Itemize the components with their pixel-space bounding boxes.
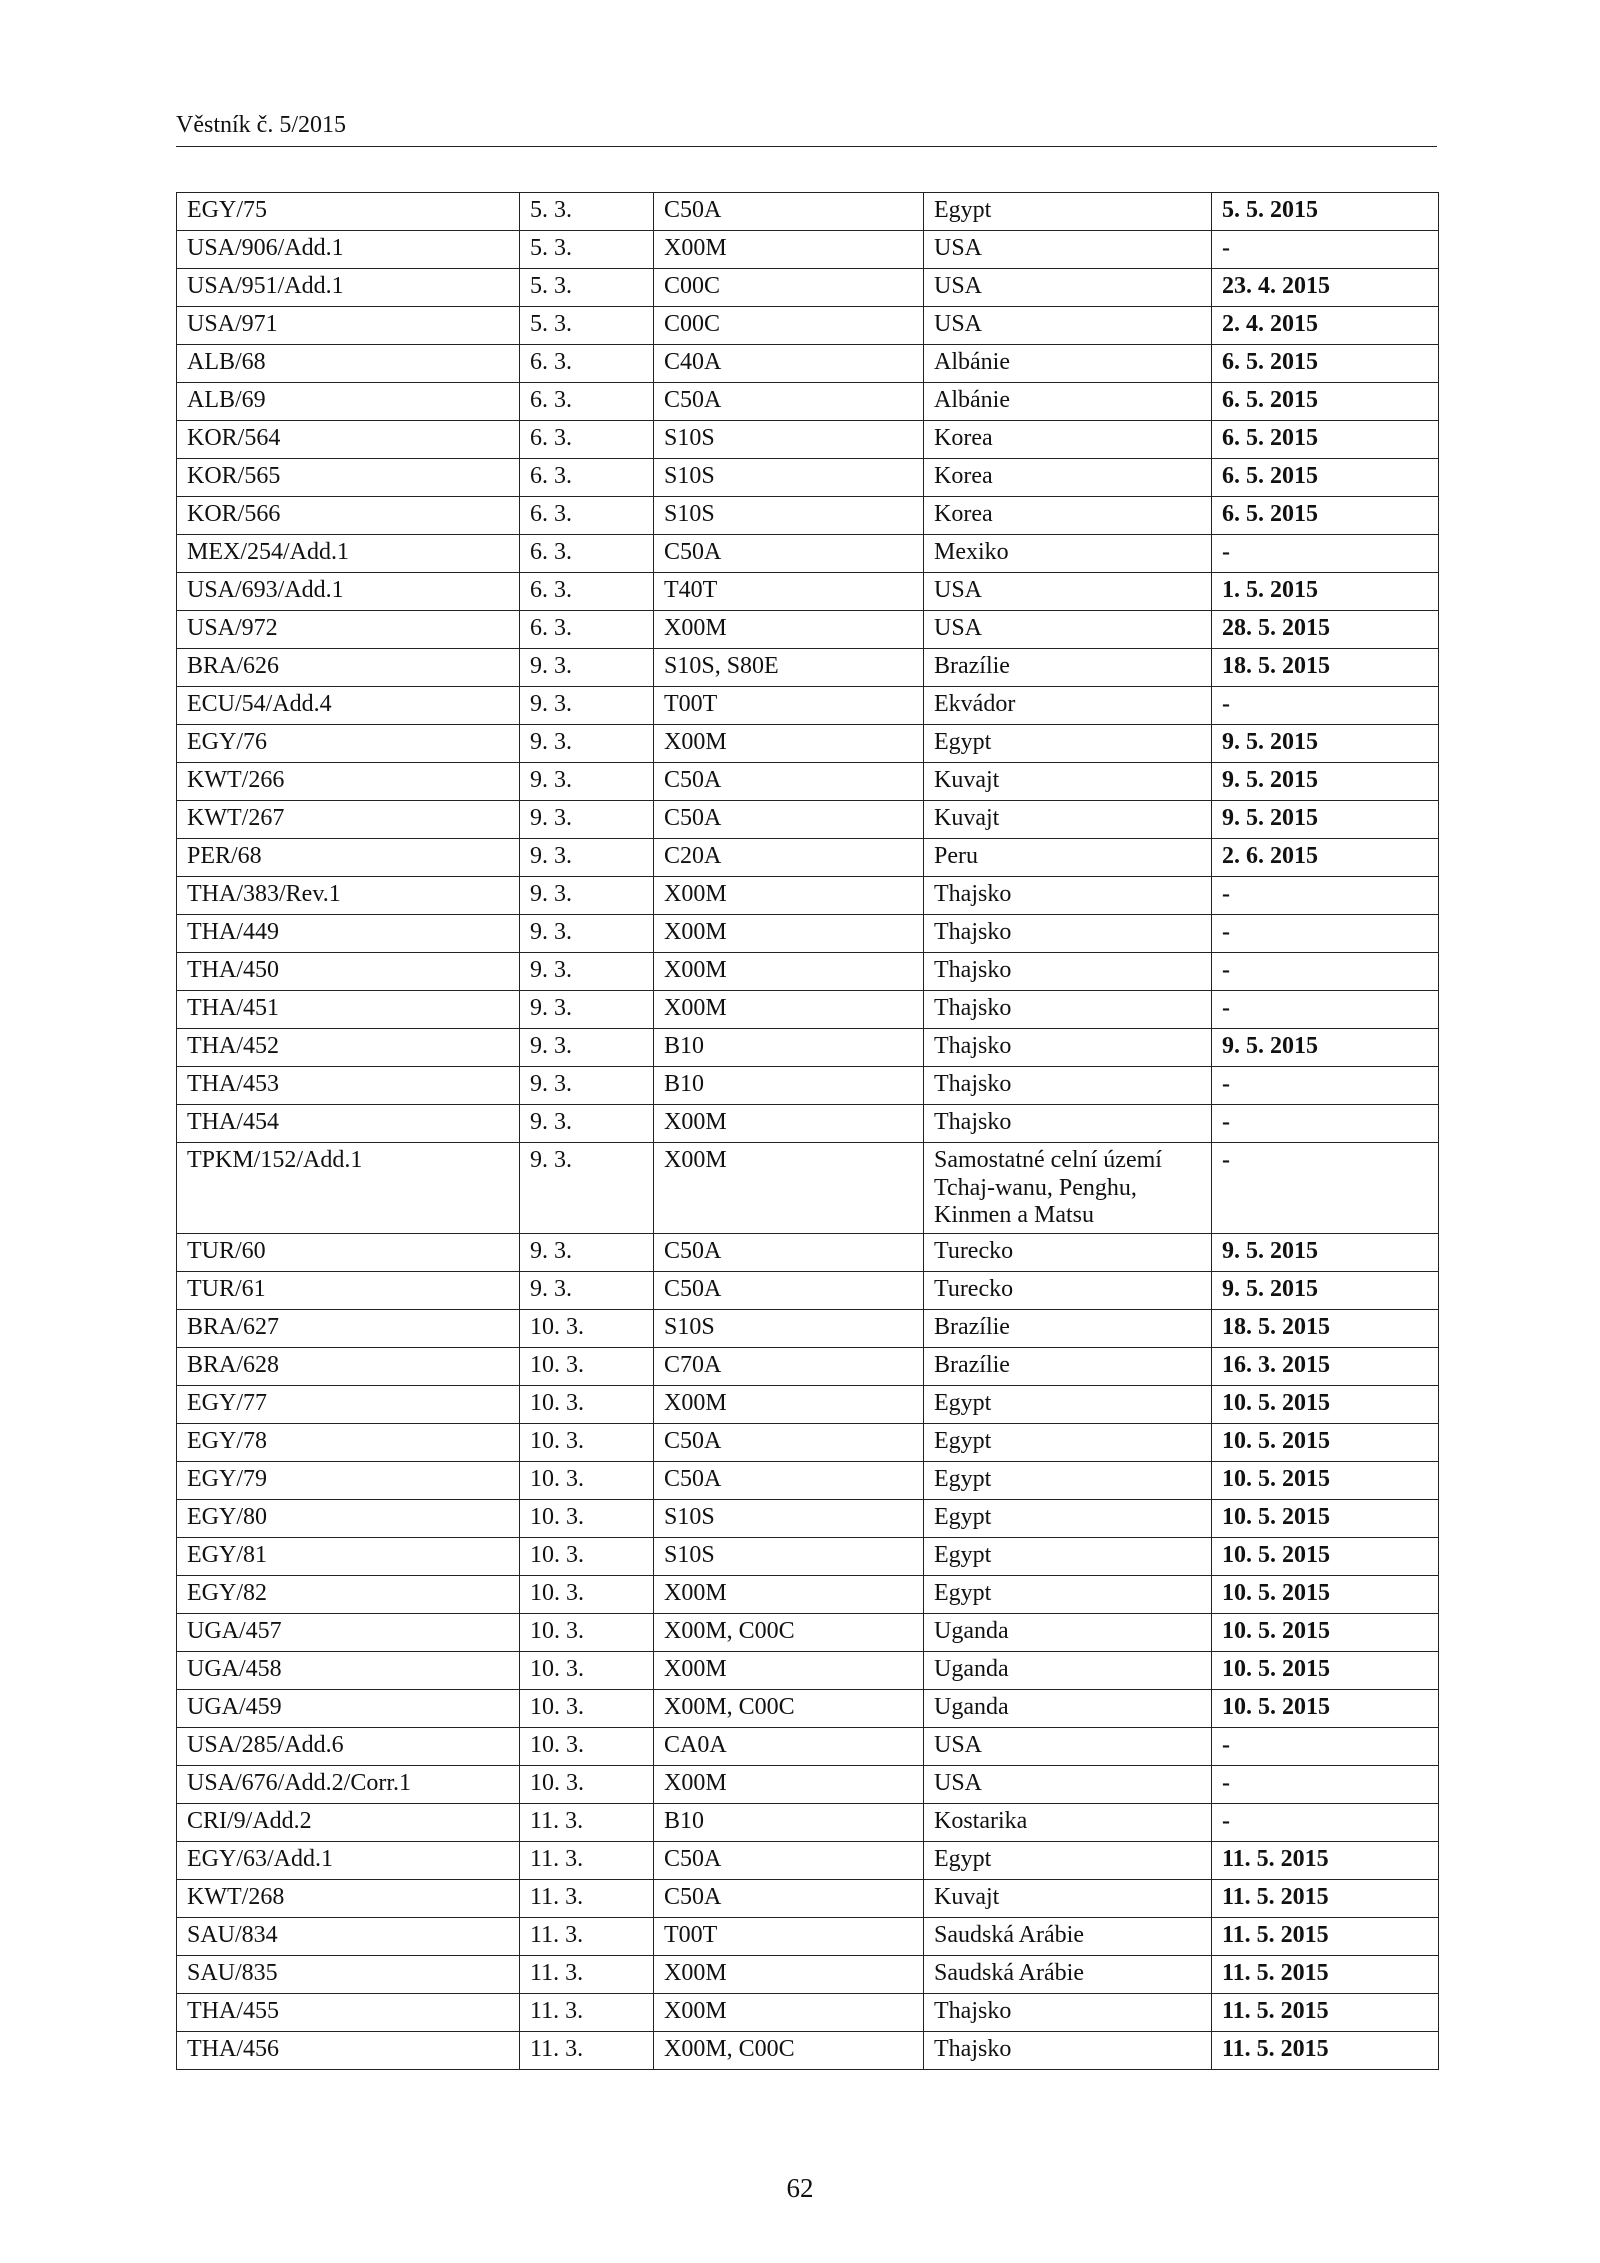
document-code-cell: UGA/457	[177, 1613, 520, 1651]
table-row	[177, 877, 1439, 915]
deadline-cell: 1. 5. 2015	[1212, 573, 1439, 611]
document-code-cell: KOR/565	[177, 459, 520, 497]
deadline-cell: 10. 5. 2015	[1212, 1575, 1439, 1613]
table-row	[177, 1347, 1439, 1385]
country-cell: Kuvajt	[924, 763, 1212, 801]
country-cell: Saudská Arábie	[924, 1917, 1212, 1955]
country-cell: USA	[924, 231, 1212, 269]
document-code-cell: UGA/458	[177, 1651, 520, 1689]
date-cell: 9. 3.	[520, 1143, 654, 1234]
document-code-cell: SAU/835	[177, 1955, 520, 1993]
table-row	[177, 801, 1439, 839]
document-code-cell: EGY/79	[177, 1461, 520, 1499]
table-row	[177, 687, 1439, 725]
date-cell: 9. 3.	[520, 953, 654, 991]
document-code-cell: SAU/834	[177, 1917, 520, 1955]
table-row	[177, 307, 1439, 345]
deadline-cell: -	[1212, 1105, 1439, 1143]
deadline-cell: 9. 5. 2015	[1212, 1029, 1439, 1067]
table-row	[177, 839, 1439, 877]
deadline-cell: 6. 5. 2015	[1212, 497, 1439, 535]
product-code-cell: X00M	[654, 231, 924, 269]
table-row	[177, 345, 1439, 383]
product-code-cell: S10S	[654, 1537, 924, 1575]
header-rule	[176, 146, 1437, 147]
country-cell: USA	[924, 307, 1212, 345]
country-cell: Thajsko	[924, 1105, 1212, 1143]
deadline-cell: -	[1212, 991, 1439, 1029]
country-cell: Uganda	[924, 1613, 1212, 1651]
deadline-cell: 10. 5. 2015	[1212, 1689, 1439, 1727]
table-row	[177, 193, 1439, 231]
date-cell: 9. 3.	[520, 649, 654, 687]
table-row	[177, 953, 1439, 991]
document-code-cell: THA/453	[177, 1067, 520, 1105]
table-row	[177, 1537, 1439, 1575]
product-code-cell: C50A	[654, 193, 924, 231]
document-code-cell: UGA/459	[177, 1689, 520, 1727]
document-code-cell: THA/456	[177, 2031, 520, 2069]
country-cell: Ekvádor	[924, 687, 1212, 725]
product-code-cell: B10	[654, 1029, 924, 1067]
table-row	[177, 1765, 1439, 1803]
date-cell: 9. 3.	[520, 839, 654, 877]
country-cell: Egypt	[924, 1461, 1212, 1499]
date-cell: 9. 3.	[520, 1067, 654, 1105]
date-cell: 9. 3.	[520, 1105, 654, 1143]
product-code-cell: X00M	[654, 1651, 924, 1689]
table-row	[177, 1067, 1439, 1105]
date-cell: 9. 3.	[520, 801, 654, 839]
table-row	[177, 1727, 1439, 1765]
document-code-cell: PER/68	[177, 839, 520, 877]
product-code-cell: X00M	[654, 1105, 924, 1143]
deadline-cell: -	[1212, 1143, 1439, 1234]
date-cell: 10. 3.	[520, 1575, 654, 1613]
deadline-cell: -	[1212, 535, 1439, 573]
table-row	[177, 1499, 1439, 1537]
table-body	[177, 193, 1439, 2070]
document-code-cell: THA/455	[177, 1993, 520, 2031]
table-row	[177, 763, 1439, 801]
table-row	[177, 1613, 1439, 1651]
date-cell: 11. 3.	[520, 1841, 654, 1879]
deadline-cell: 10. 5. 2015	[1212, 1461, 1439, 1499]
table-row	[177, 1575, 1439, 1613]
table-row	[177, 459, 1439, 497]
document-code-cell: USA/906/Add.1	[177, 231, 520, 269]
table-row	[177, 1917, 1439, 1955]
date-cell: 9. 3.	[520, 1029, 654, 1067]
table-row	[177, 1423, 1439, 1461]
country-cell: Thajsko	[924, 1067, 1212, 1105]
country-cell: USA	[924, 611, 1212, 649]
notification-table	[176, 192, 1439, 2070]
product-code-cell: X00M	[654, 877, 924, 915]
date-cell: 10. 3.	[520, 1727, 654, 1765]
product-code-cell: X00M, C00C	[654, 1613, 924, 1651]
product-code-cell: C50A	[654, 383, 924, 421]
product-code-cell: B10	[654, 1067, 924, 1105]
deadline-cell: 10. 5. 2015	[1212, 1385, 1439, 1423]
date-cell: 10. 3.	[520, 1423, 654, 1461]
date-cell: 10. 3.	[520, 1347, 654, 1385]
country-cell: Korea	[924, 421, 1212, 459]
table-row	[177, 1233, 1439, 1271]
date-cell: 10. 3.	[520, 1765, 654, 1803]
product-code-cell: X00M	[654, 991, 924, 1029]
product-code-cell: S10S	[654, 1499, 924, 1537]
document-code-cell: EGY/80	[177, 1499, 520, 1537]
date-cell: 9. 3.	[520, 915, 654, 953]
product-code-cell: X00M	[654, 611, 924, 649]
date-cell: 6. 3.	[520, 611, 654, 649]
product-code-cell: X00M	[654, 1385, 924, 1423]
table-row	[177, 991, 1439, 1029]
deadline-cell: 11. 5. 2015	[1212, 1955, 1439, 1993]
date-cell: 5. 3.	[520, 307, 654, 345]
product-code-cell: X00M	[654, 1143, 924, 1234]
product-code-cell: X00M	[654, 725, 924, 763]
country-cell: Egypt	[924, 725, 1212, 763]
table-row	[177, 383, 1439, 421]
product-code-cell: C50A	[654, 1879, 924, 1917]
date-cell: 11. 3.	[520, 1917, 654, 1955]
date-cell: 6. 3.	[520, 497, 654, 535]
country-cell: Thajsko	[924, 1029, 1212, 1067]
product-code-cell: C50A	[654, 535, 924, 573]
product-code-cell: T00T	[654, 1917, 924, 1955]
country-cell: USA	[924, 1727, 1212, 1765]
country-cell: Egypt	[924, 1575, 1212, 1613]
country-cell: Thajsko	[924, 1993, 1212, 2031]
date-cell: 11. 3.	[520, 1879, 654, 1917]
deadline-cell: 9. 5. 2015	[1212, 725, 1439, 763]
date-cell: 9. 3.	[520, 687, 654, 725]
date-cell: 9. 3.	[520, 725, 654, 763]
deadline-cell: -	[1212, 687, 1439, 725]
date-cell: 6. 3.	[520, 421, 654, 459]
document-code-cell: EGY/82	[177, 1575, 520, 1613]
deadline-cell: 11. 5. 2015	[1212, 1917, 1439, 1955]
document-code-cell: ECU/54/Add.4	[177, 687, 520, 725]
table-row	[177, 497, 1439, 535]
country-cell: Egypt	[924, 1841, 1212, 1879]
deadline-cell: 9. 5. 2015	[1212, 763, 1439, 801]
product-code-cell: C50A	[654, 1233, 924, 1271]
deadline-cell: 6. 5. 2015	[1212, 459, 1439, 497]
table-row	[177, 1841, 1439, 1879]
document-code-cell: ALB/68	[177, 345, 520, 383]
deadline-cell: 11. 5. 2015	[1212, 1841, 1439, 1879]
deadline-cell: 6. 5. 2015	[1212, 345, 1439, 383]
country-cell: USA	[924, 573, 1212, 611]
deadline-cell: 10. 5. 2015	[1212, 1499, 1439, 1537]
country-cell: Thajsko	[924, 915, 1212, 953]
table-row	[177, 1955, 1439, 1993]
product-code-cell: X00M	[654, 953, 924, 991]
country-cell: Turecko	[924, 1271, 1212, 1309]
document-code-cell: USA/951/Add.1	[177, 269, 520, 307]
deadline-cell: 10. 5. 2015	[1212, 1537, 1439, 1575]
document-code-cell: TUR/60	[177, 1233, 520, 1271]
product-code-cell: C50A	[654, 1271, 924, 1309]
product-code-cell: C50A	[654, 801, 924, 839]
date-cell: 11. 3.	[520, 1993, 654, 2031]
table-row	[177, 1143, 1439, 1234]
deadline-cell: -	[1212, 915, 1439, 953]
document-code-cell: TUR/61	[177, 1271, 520, 1309]
document-code-cell: BRA/626	[177, 649, 520, 687]
document-code-cell: KOR/564	[177, 421, 520, 459]
country-cell: Turecko	[924, 1233, 1212, 1271]
table-row	[177, 1309, 1439, 1347]
document-code-cell: USA/693/Add.1	[177, 573, 520, 611]
date-cell: 6. 3.	[520, 383, 654, 421]
product-code-cell: T40T	[654, 573, 924, 611]
country-cell: USA	[924, 1765, 1212, 1803]
product-code-cell: X00M	[654, 1993, 924, 2031]
deadline-cell: 18. 5. 2015	[1212, 1309, 1439, 1347]
product-code-cell: C70A	[654, 1347, 924, 1385]
product-code-cell: S10S	[654, 421, 924, 459]
table-row	[177, 1105, 1439, 1143]
date-cell: 10. 3.	[520, 1613, 654, 1651]
product-code-cell: S10S	[654, 1309, 924, 1347]
country-cell: Kuvajt	[924, 801, 1212, 839]
document-code-cell: USA/972	[177, 611, 520, 649]
deadline-cell: 11. 5. 2015	[1212, 1993, 1439, 2031]
deadline-cell: 6. 5. 2015	[1212, 421, 1439, 459]
date-cell: 10. 3.	[520, 1651, 654, 1689]
document-code-cell: USA/676/Add.2/Corr.1	[177, 1765, 520, 1803]
deadline-cell: 18. 5. 2015	[1212, 649, 1439, 687]
product-code-cell: C50A	[654, 763, 924, 801]
document-code-cell: USA/285/Add.6	[177, 1727, 520, 1765]
country-cell: Uganda	[924, 1689, 1212, 1727]
table-row	[177, 231, 1439, 269]
document-code-cell: BRA/628	[177, 1347, 520, 1385]
document-code-cell: THA/383/Rev.1	[177, 877, 520, 915]
date-cell: 6. 3.	[520, 345, 654, 383]
document-code-cell: CRI/9/Add.2	[177, 1803, 520, 1841]
product-code-cell: X00M, C00C	[654, 2031, 924, 2069]
deadline-cell: 10. 5. 2015	[1212, 1613, 1439, 1651]
country-cell: Albánie	[924, 345, 1212, 383]
document-code-cell: THA/449	[177, 915, 520, 953]
table-row	[177, 269, 1439, 307]
deadline-cell: -	[1212, 1765, 1439, 1803]
date-cell: 9. 3.	[520, 991, 654, 1029]
product-code-cell: B10	[654, 1803, 924, 1841]
date-cell: 5. 3.	[520, 269, 654, 307]
country-cell: Thajsko	[924, 2031, 1212, 2069]
deadline-cell: -	[1212, 877, 1439, 915]
deadline-cell: 23. 4. 2015	[1212, 269, 1439, 307]
country-cell: Albánie	[924, 383, 1212, 421]
date-cell: 5. 3.	[520, 193, 654, 231]
country-cell: Egypt	[924, 193, 1212, 231]
table-row	[177, 1803, 1439, 1841]
country-cell: Egypt	[924, 1385, 1212, 1423]
product-code-cell: X00M	[654, 1575, 924, 1613]
deadline-cell: 11. 5. 2015	[1212, 1879, 1439, 1917]
product-code-cell: X00M	[654, 1765, 924, 1803]
date-cell: 5. 3.	[520, 231, 654, 269]
deadline-cell: 16. 3. 2015	[1212, 1347, 1439, 1385]
document-code-cell: THA/451	[177, 991, 520, 1029]
deadline-cell: 28. 5. 2015	[1212, 611, 1439, 649]
document-code-cell: ALB/69	[177, 383, 520, 421]
table-row	[177, 1385, 1439, 1423]
deadline-cell: 9. 5. 2015	[1212, 801, 1439, 839]
document-code-cell: EGY/75	[177, 193, 520, 231]
deadline-cell: -	[1212, 1067, 1439, 1105]
deadline-cell: -	[1212, 953, 1439, 991]
product-code-cell: X00M, C00C	[654, 1689, 924, 1727]
country-cell: Egypt	[924, 1537, 1212, 1575]
table-row	[177, 1651, 1439, 1689]
document-code-cell: KWT/267	[177, 801, 520, 839]
document-code-cell: TPKM/152/Add.1	[177, 1143, 520, 1234]
deadline-cell: 11. 5. 2015	[1212, 2031, 1439, 2069]
table-row	[177, 421, 1439, 459]
date-cell: 10. 3.	[520, 1499, 654, 1537]
country-cell: Kostarika	[924, 1803, 1212, 1841]
date-cell: 11. 3.	[520, 1955, 654, 1993]
date-cell: 6. 3.	[520, 459, 654, 497]
date-cell: 10. 3.	[520, 1537, 654, 1575]
deadline-cell: 2. 4. 2015	[1212, 307, 1439, 345]
country-cell: Mexiko	[924, 535, 1212, 573]
table-row	[177, 1029, 1439, 1067]
deadline-cell: 9. 5. 2015	[1212, 1271, 1439, 1309]
country-cell: Egypt	[924, 1423, 1212, 1461]
product-code-cell: X00M	[654, 915, 924, 953]
country-cell: Brazílie	[924, 649, 1212, 687]
table-row	[177, 1993, 1439, 2031]
date-cell: 10. 3.	[520, 1689, 654, 1727]
product-code-cell: C50A	[654, 1423, 924, 1461]
table-row	[177, 2031, 1439, 2069]
deadline-cell: 2. 6. 2015	[1212, 839, 1439, 877]
country-cell: Korea	[924, 459, 1212, 497]
date-cell: 9. 3.	[520, 763, 654, 801]
product-code-cell: C00C	[654, 307, 924, 345]
table-row	[177, 535, 1439, 573]
deadline-cell: 10. 5. 2015	[1212, 1423, 1439, 1461]
document-code-cell: KWT/266	[177, 763, 520, 801]
document-code-cell: MEX/254/Add.1	[177, 535, 520, 573]
table-row	[177, 1461, 1439, 1499]
date-cell: 11. 3.	[520, 2031, 654, 2069]
date-cell: 9. 3.	[520, 877, 654, 915]
product-code-cell: C50A	[654, 1461, 924, 1499]
document-code-cell: BRA/627	[177, 1309, 520, 1347]
document-code-cell: THA/454	[177, 1105, 520, 1143]
table-row	[177, 1689, 1439, 1727]
product-code-cell: S10S	[654, 459, 924, 497]
document-code-cell: KOR/566	[177, 497, 520, 535]
document-code-cell: EGY/78	[177, 1423, 520, 1461]
product-code-cell: CA0A	[654, 1727, 924, 1765]
date-cell: 11. 3.	[520, 1803, 654, 1841]
document-code-cell: EGY/77	[177, 1385, 520, 1423]
document-code-cell: EGY/63/Add.1	[177, 1841, 520, 1879]
product-code-cell: C20A	[654, 839, 924, 877]
deadline-cell: -	[1212, 231, 1439, 269]
date-cell: 9. 3.	[520, 1271, 654, 1309]
country-cell: Peru	[924, 839, 1212, 877]
page-number: 62	[786, 2173, 814, 2203]
date-cell: 10. 3.	[520, 1309, 654, 1347]
country-cell: Korea	[924, 497, 1212, 535]
product-code-cell: S10S	[654, 497, 924, 535]
document-code-cell: THA/450	[177, 953, 520, 991]
product-code-cell: T00T	[654, 687, 924, 725]
document-code-cell: EGY/81	[177, 1537, 520, 1575]
table-row	[177, 1271, 1439, 1309]
product-code-cell: C40A	[654, 345, 924, 383]
document-code-cell: THA/452	[177, 1029, 520, 1067]
country-cell: Samostatné celní území Tchaj-wanu, Penghu, Kinmen a Matsu	[924, 1143, 1212, 1234]
country-cell: Egypt	[924, 1499, 1212, 1537]
deadline-cell: -	[1212, 1727, 1439, 1765]
deadline-cell: 6. 5. 2015	[1212, 383, 1439, 421]
table-row	[177, 725, 1439, 763]
table-row	[177, 649, 1439, 687]
country-cell: Uganda	[924, 1651, 1212, 1689]
table-row	[177, 611, 1439, 649]
document-code-cell: KWT/268	[177, 1879, 520, 1917]
table-row	[177, 573, 1439, 611]
document-code-cell: EGY/76	[177, 725, 520, 763]
date-cell: 9. 3.	[520, 1233, 654, 1271]
table-row	[177, 1879, 1439, 1917]
country-cell: Brazílie	[924, 1347, 1212, 1385]
product-code-cell: C00C	[654, 269, 924, 307]
date-cell: 6. 3.	[520, 573, 654, 611]
date-cell: 6. 3.	[520, 535, 654, 573]
country-cell: Thajsko	[924, 991, 1212, 1029]
date-cell: 10. 3.	[520, 1461, 654, 1499]
deadline-cell: 9. 5. 2015	[1212, 1233, 1439, 1271]
deadline-cell: 5. 5. 2015	[1212, 193, 1439, 231]
product-code-cell: S10S, S80E	[654, 649, 924, 687]
country-cell: Saudská Arábie	[924, 1955, 1212, 1993]
product-code-cell: C50A	[654, 1841, 924, 1879]
page-header-title: Věstník č. 5/2015	[176, 112, 346, 138]
country-cell: Brazílie	[924, 1309, 1212, 1347]
document-code-cell: USA/971	[177, 307, 520, 345]
deadline-cell: -	[1212, 1803, 1439, 1841]
country-cell: USA	[924, 269, 1212, 307]
country-cell: Thajsko	[924, 877, 1212, 915]
date-cell: 10. 3.	[520, 1385, 654, 1423]
product-code-cell: X00M	[654, 1955, 924, 1993]
table-row	[177, 915, 1439, 953]
country-cell: Kuvajt	[924, 1879, 1212, 1917]
deadline-cell: 10. 5. 2015	[1212, 1651, 1439, 1689]
country-cell: Thajsko	[924, 953, 1212, 991]
